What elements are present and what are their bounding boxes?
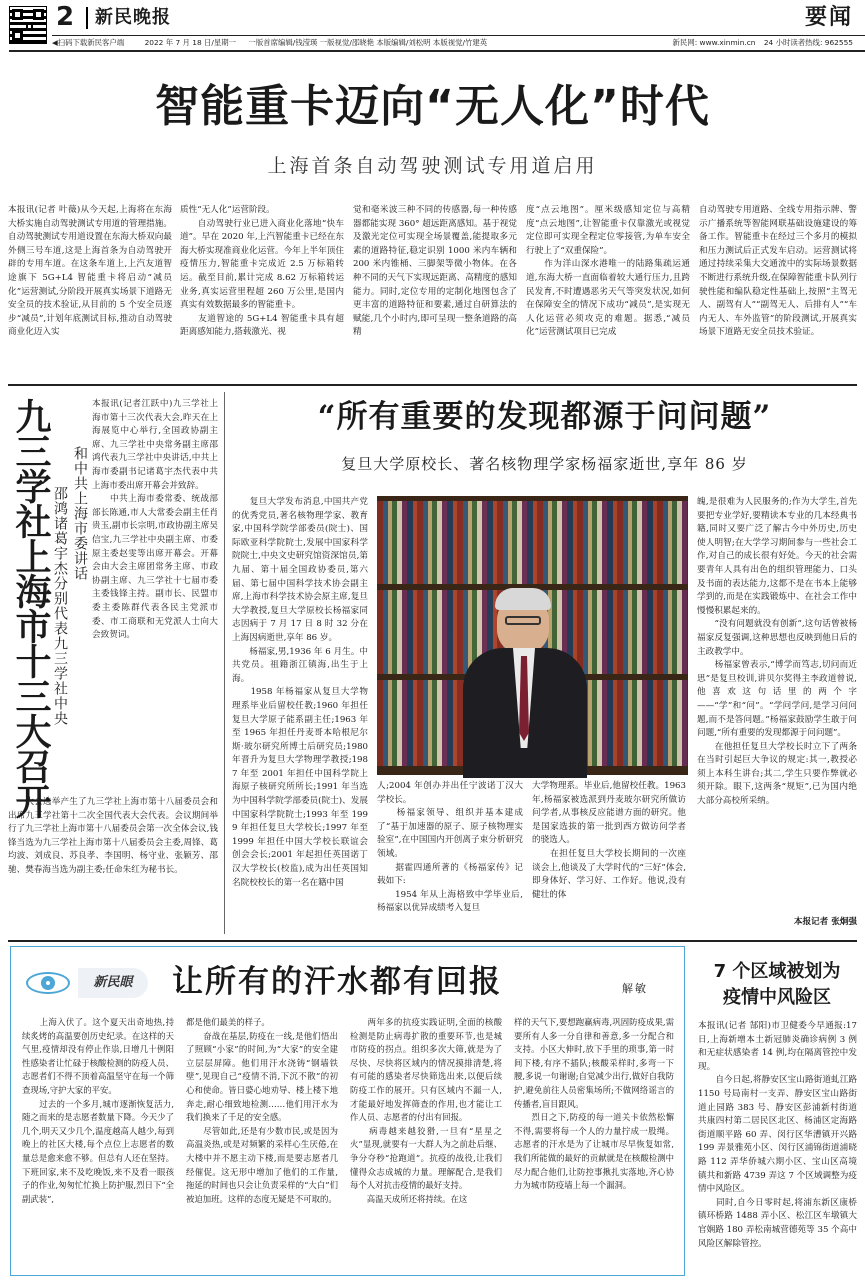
a1-col4: 度“点云地图”。厘米级感知定位与高精度“点云地图”,让智能重卡仅靠激光或视觉定位即可实现全程定位零接管,为单车安全行驶上了“双重保险”。 作为洋山深水港唯一的陆路集疏运通道,东海大桥一直面临着较大通行压力,且跨民发育,不时遭遇恶劣天气等突发状况,如何在保障安全的情况下成功“减员”,是实现无人化运营必须攻克的难题。据悉,“减员化”运营测试项目已完成 [526,205,690,338]
a4-col4: 样的天气下,要想跑赢病毒,巩固防疫成果,需要所有人多一分自律和善意,多一分配合和支持。小区大伸时,放下手里的琐事,第一时间下楼,有序不插队;核酸采样时,多弯一下腰,多说一句谢谢;自觉减少出行,做好自我防护,避免前往人员密集场所;不做网络谣言的传播者,盲目跟风。 烈日之下,防疫的每一道关卡依然松懈不得,需要将每一个人的力量拧成一股绳。志愿者的汗水是为了让城市尽早恢复如常,我们所能做的最好的贡献就是在核酸检测中尽力配合他们,让防控事揪扎实落地,齐心协力为城市防疫墙上每一个漏洞。 [514,1017,674,1191]
a1-col1: 本报讯(记者 叶薇)从今天起,上海将在东海大桥实施自动驾驶测试专用道的管理措施。自动驾驶测试专用道设置在东海大桥双向最外侧三号车道,这是上海首条为自动驾驶开辟的专用车道。在这条车道上,上汽友道智途旗下 5G+L4 智能重卡将启动“减员化”运营测试,分阶段开展真实场景下道路无安全员的技术验证,从目前的 5 个安全员逐步“减员”,计划年底测试目标,推动自动驾驶商业化迈入实 [8,205,172,338]
site-url[interactable]: 新民网: www.xinmin.cn [672,38,756,47]
eye-icon [26,972,70,994]
a2-vertical-sub1: 和中共上海市委讲话 [72,446,88,581]
masthead-rule-top [52,35,865,36]
date-line: 2022 年 7 月 18 日/星期一 [144,38,237,47]
a2-vertical-sub2: 邵鸿诸葛宇杰分别代表九三学社中央 [52,486,68,726]
a3-subtitle: 复旦大学原校长、著名核物理学家杨福家逝世,享年 86 岁 [341,455,748,473]
a5-title-line1: 7 个区域被划为 [713,961,841,982]
a3-col2: 人;2004 年创办并出任宁波诺丁汉大学校长。 杨福家领导、组织并基本建成了“基于加速器的原子、原子核物理实验室”,在中国国内开创离子束分析研究领域。 据霍四通所著的《杨福家传》记载如下: 1954 年从上海格致中学毕业后,杨福家以优异成绩考入复旦 [377,781,523,914]
masthead-rule-bottom [9,50,865,52]
a1-title: 智能重卡迈向“无人化”时代 [155,81,710,132]
a2-text-top: 本报讯(记者江跃中)九三学社上海市第十三次代表大会,昨天在上海展览中心举行,全国政协副主席、九三学社中央常务副主席邵鸿代表九三学社中央讲话,中共上海市委副书记诸葛宇杰代表中共上海市委出席开幕会并致辞。 中共上海市委常委、统战部部长陈通,市人大常委会副主任肖贵玉,副市长宗明,市政协副主席吴信宝,九三学社中央副主席、市委原主委赵雯等出席开幕会。开幕会由大会主席团常务主席、市政协副主席、九三学社十七届市委主委钱锋主持。副市长、民盟市委主委陈群代表各民主党派市委、市工商联和无党派人士向大会致贺词。 [92,399,218,641]
section-rule-1 [8,384,857,386]
paper-name: 新民晚报 [95,7,171,28]
scan-hint: ◀扫码下载新民客户端 [52,38,125,47]
commentary-badge: 新民眼 [78,968,148,998]
editors-line: 一版首席编辑/钱滢瑛 一版视觉/邵晓艳 本版编辑/刘松明 本版视觉/竹建英 [248,38,488,47]
portrait-photo [377,496,688,775]
a4-title: 让所有的汗水都有回报 [172,964,502,1000]
qr-code[interactable] [9,6,47,44]
hotline: 24 小时读者热线: 962555 [763,38,853,47]
a1-col5: 自动驾驶专用道路、全线专用指示牌、警示广播系统等智能网联基础设施建设的筹备工作。智能重卡在经过三个多月的模拟和压力测试后正式发车启动。运营测试将通过持续采集大交通流中的实际场景数据不断进行系统升级,在保障智能重卡队列行驶性能和编队稳定性基础上,按照“主驾无人、副驾有人”“副驾无人、后排有人”“车内无人、车外监管”的阶段测试,开展真实场景下道路无安全员技术验证。 [699,205,857,338]
section-name: 要闻 [804,5,853,30]
a3-byline: 本报记者 张炯强 [793,917,857,927]
a4-col2: 都是他们最美的样子。 奋战在基层,防疫在一线,是他们悟出了照顾“小家”的时间,为“大家”的安全建立层层屏障。他们用汗水浇铸“钢墙铁壁”,见现自己“疫情不消,下沉不散”的初心和使命。皆日婆心地劝导、楼上楼下地奔走,耐心细致地检测……他们用汗水为我们换来了千足的安全感。 尽管如此,还是有少数市民,或是因为高温炎热,或是对频繁的采样心生厌倦,在大楼中并不愿主动下楼,而是要志愿者几经催促。这无形中增加了他们的工作量,拖延的时间也只会让负责采样的“大白”们被迫加班。这样的态度无疑是不可取的。 [186,1017,338,1204]
a2-text-bottom: 大会选举产生了九三学社上海市第十八届委员会和出席九三学社第十二次全国代表大会代表。会议期间举行了九三学社上海市第十八届委员会第一次全体会议,钱锋当选为九三学社上海市第十八届委员会主委,周锋、葛均波、刘成良、苏良孝、李国明、杨守业、张颖芳、邵驰、樊春海当选为副主委;任命朱红为秘书长。 [8,797,218,875]
a1-subtitle: 上海首条自动驾驶测试专用道启用 [267,155,598,177]
a3-col3: 大学物理系。毕业后,他留校任教。1963 年,杨福家被选派到丹麦玻尔研究所做访问学者,从事核反应能谱方面的研究。他是国家选拔的第一批到西方做访问学者的骁选人。 在担任复旦大学校长期间的一次座谈会上,他谈及了大学时代的“三好”体会,即身体好、学习好、工作好。他说,没有健壮的体 [532,781,686,900]
a3-col1: 复旦大学发布消息,中国共产党的优秀党员,著名核物理学家、教育家,中国科学院学部委员(院士)、国际欧亚科学院院士,发展中国家科学院院士,中央文史研究馆资深馆员,第九届、第十届全国政协委员,第六届、第七届中国科学技术协会副主席,上海市科学技术协会原主席,复旦大学教授,复旦大学原校长杨福家同志因病于 7 月 17 日 8 时 32 分在上海因病逝世,享年 86 岁。 杨福家,男,1936 年 6 月生。中共党员。祖籍浙江镇海,出生于上海。 1958 年杨福家从复旦大学物理系毕业后留校任教;1960 年担任复旦大学原子能系副主任;1963 年至 1965 年担任丹麦哥本哈根尼尔斯·玻尔研究所博士后研究员;1980 年晋升为复旦大学物理学教授;1987 年至 2001 年担任中国科学院上海原子核研究所所长;1991 年当选为中国科学院学部委员(院士)、发展中国家科学院院士;1993 年至 1999 年担任复旦大学校长;1997 年至 1999 年担任中国大学校长联谊会创会会长;2001 年起担任英国诺丁汉大学校长(校监),成为出任英国知名院校校长的第一名在籍中国 [232,497,368,888]
a1-col2: 质性“无人化”运营阶段。 自动驾驶行业已进入商业化落地“快车道”。早在 2020 年,上汽智能重卡已经在东海大桥实现准商业化运营。今年上半年顶住疫情压力,智能重卡完成近 2.5 万标箱转运。截至目前,累计完成 8.62 万标箱转运业务,真实运营里程超 260 万公里,是国内真实有效数据最多的智能重卡。 友道智途的 5G+L4 智能重卡具有超距离感知能力,搭载激光、视 [180,205,344,338]
a5-title-line2: 疫情中风险区 [723,987,831,1008]
a1-col3: 觉和毫米波三种不同的传感器,每一种传感器都能实现 360° 超远距离感知。基于视觉及激光定位可实现全场景覆盖,能提取多元素的道路特征,稳定识别 1000 米内车辆和 200 米内锥桶、三脚架等微小物体。在各种不同的天气下实现远距离、高精度的感知能力。同时,定位专用的定制化地图包含了更丰富的道路特征和要素,通过自研算法的赋能,几个小时内,即可呈现一整条道路的高精 [353,205,520,338]
section-rule-2 [8,940,857,942]
a4-col1: 上海入伏了。这个夏天出奇地热,持续炙烤的高温要创历史纪录。在这样的天气里,疫情却没有停止作祟,日增几十例阳性感染者让忙碌于核酸检测的防疫人员、志愿者们不得不顶着高温坚守在每一个筛查现场,守护大家的平安。 过去的一个多月,城市逐渐恢复活力,随之而来的是志愿者数量下降。今天少了几个,明天又少几个,温度越高人越少,每到晚上的社区大楼,每个点位上志愿者的数量总是愈来愈不够。但总有人还在坚持。下班回家,来不及吃晚饭,来不及看一眼孩子的作业,匆匆忙忙换上防护服,烈日下“全副武装”, [22,1017,174,1204]
column-divider [224,392,225,934]
a2-vertical-title: 九三学社上海市十三大召开 [10,398,51,818]
page-number: 2 [56,2,75,32]
masthead-divider [86,7,88,29]
a3-title: “所有重要的发现都源于问问题” [317,399,772,435]
a3-col4: 魄,是很难为人民服务的;作为大学生,首先要把专业学好,要精读本专业的几本经典书籍,同时又要广泛了解古今中外历史,历史使人明智;在大学学习期间参与一些社会工作,对自己的成长很有好处。今天的社会需要青年人具有出色的组织管理能力、口头及书面的表达能力,这都不是在书本上能够学到的,而是在实践锻炼中、在社会工作中慢慢积累起来的。 “没有问题就没有创新”,这句话曾被杨福家反复强调,这种思想也反映到他日后的主政教学中。 杨福家曾表示,“博学而笃志,切问而近思”是复旦校训,讲贝尔奖得主李政道曾说,他喜欢这句话里的两个字——“学”和“问”。“学问学问,是学习问问题,而不是答问题。”杨福家鼓励学生敢于问问题,“所有重要的发现都源于问问题”。 在他担任复旦大学校长时立下了两条在当时引起巨大争议的规定:其一,教授必须上本科生讲台;其二,学生只要作弊就必须开除。眼下,这两条“规矩”,已为国内绝大部分高校所采纳。 [697,497,857,807]
a4-author: 解敏 [622,982,648,995]
a5-text: 本报讯(记者 郜阳)市卫健委今早通报:17 日,上海新增本土新冠肺炎确诊病例 3 例和无症状感染者 14 例,均在隔离管控中发现。 自今日起,将静安区宝山路街道虬江路 1150 号局南村一支弄、静安区宝山路街道止园路 383 号、静安区彭浦新村街道共康四村第二居民区北区、杨浦区定海路街道顺平路 60 弄、闵行区华漕镇开兴路 199 弄景雅苑小区、闵行区浦锦街道浦晓路 112 弄华侨城六期小区、宝山区高境镇共和新路 4739 弄这 7 个区域调整为疫情中风险区。 同时,自今日零时起,将浦东新区康桥镇环桥路 1488 弄小区、松江区车墩镇大官娴路 180 弄松南城营德苑等 35 个高中风险区解除管控。 [698,1021,857,1249]
a4-col3: 两年多的抗疫实践证明,全面的核酸检测是防止病毒扩散的重要环节,也是城市防疫的拐点。组织多次大筛,就是为了尽快、尽快将区域内的情况摸排清楚,将有可能的感染者尽快筛选出来,以便后续防疫工作的展开。只有区域内不漏一人,才能最好地发挥筛查的作用,也才能让工作人员、志愿者的付出有回报。 病毒越来越狡猾,一旦有“星星之火”显现,就要有一大群人为之前赴后继、争分夺秒“抢跑道”。抗疫的战役,让我们懂得众志成城的力量。理解配合,是我们每个人对抗击疫情的最好支持。 高温天成所还将持续。在这 [350,1017,502,1204]
